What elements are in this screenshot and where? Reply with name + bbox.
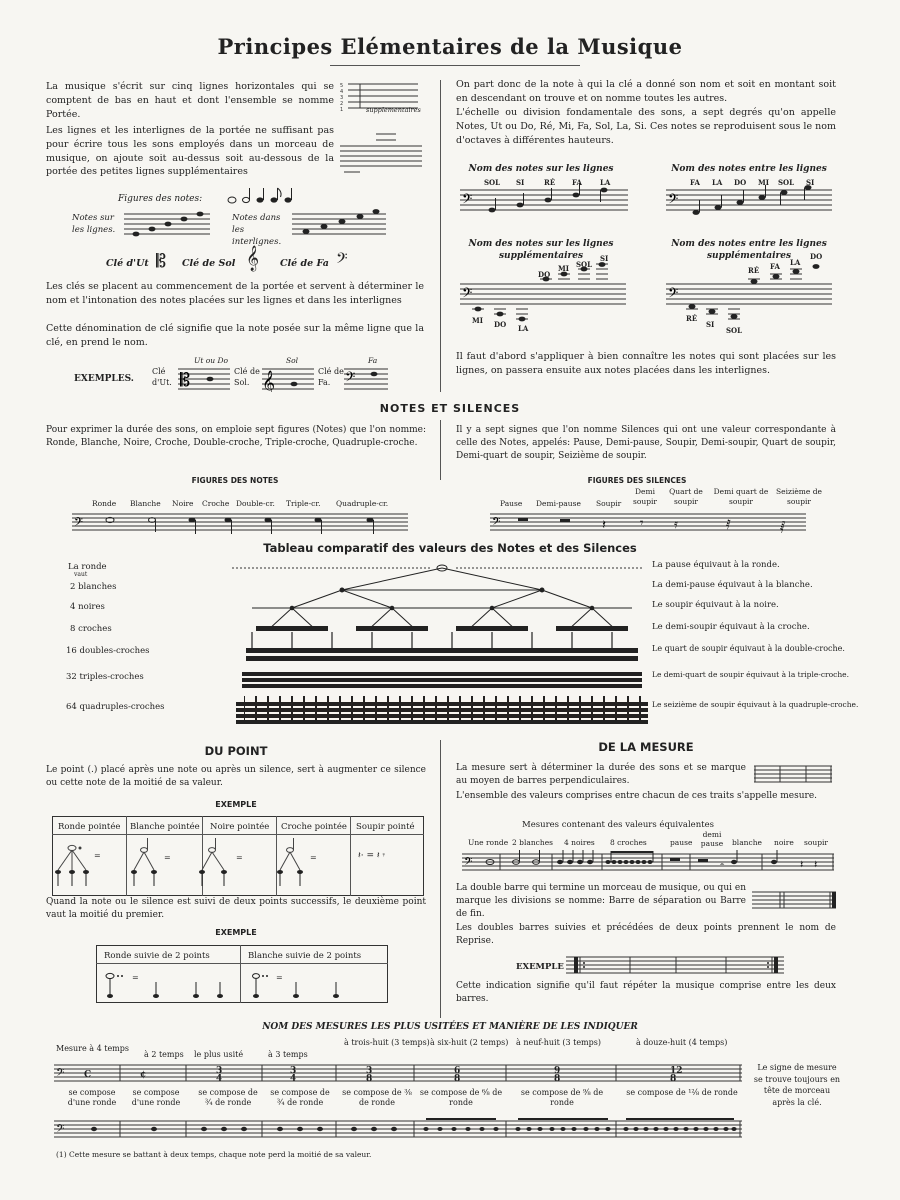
mesure-compose-label: se compose de ¾ de ronde — [198, 1088, 258, 1107]
figures-silences-heading: FIGURES DES SILENCES — [587, 476, 687, 485]
tableau-row-label: 32 triples-croches — [66, 672, 144, 682]
mesure-type-label: à trois-huit (3 temps) — [344, 1038, 430, 1047]
svg-text:𝄽: 𝄽 — [814, 858, 818, 871]
right-paragraph-2: L'échelle ou division fondamentale des sons, a sept degrés qu'on appelle Notes, Ut ou Do, Ré, Mi, Fa, Sol, La, Si. Ces notes se reproduisent sous le nom d'octaves à différentes hauteurs. — [456, 107, 836, 146]
note-figure-name: Quadruple-cr. — [336, 499, 389, 508]
note-name: LA — [600, 178, 611, 187]
notes-lines-staff — [124, 208, 210, 242]
mesure-compose-label: se compose d'une ronde — [131, 1088, 181, 1107]
mesure-types-row — [56, 1038, 746, 1064]
heading-ledger-spaces: Nom des notes entre les lignes supplémentaires — [671, 239, 827, 261]
mesure-valeurs-names — [468, 830, 836, 850]
point-table-header-rule — [52, 834, 424, 835]
tableau-row-labels — [66, 560, 250, 720]
silence-figure-name: Seizième de soupir — [776, 487, 822, 506]
names-spaces — [666, 178, 836, 188]
note-figures-icons — [226, 186, 306, 210]
point-col-header: Ronde pointée — [58, 822, 121, 832]
svg-text:𝄽: 𝄽 — [800, 858, 804, 871]
tableau-row-label: 16 doubles-croches — [66, 646, 150, 656]
names-ledger-lines — [460, 254, 630, 338]
mesure-valeur-name: pause — [670, 838, 693, 847]
point-col-header: Blanche pointée — [130, 822, 200, 832]
staff-label: supplementaires — [366, 106, 421, 114]
names-lines — [460, 178, 630, 188]
mesure-valeur-name: demi pause — [700, 830, 724, 848]
tableau-equivalence: La demi-pause équivaut à la blanche. — [652, 580, 813, 590]
tableau-stems — [244, 690, 650, 724]
note-name: SOL — [726, 326, 743, 335]
mesure-compose-label: se compose de ⅜ de ronde — [342, 1088, 412, 1107]
cle-fa-label: Clé de Fa — [280, 258, 329, 269]
svg-text:=: = — [94, 851, 101, 860]
note-name: DO — [538, 270, 551, 279]
figures-notes-heading: FIGURES DES NOTES — [191, 476, 279, 485]
svg-text:¢: ¢ — [140, 1070, 147, 1080]
example-ut-label: Clé d'Ut. — [152, 367, 172, 387]
notes-spaces-staff — [292, 208, 386, 242]
svg-text:𝄢: 𝄢 — [668, 285, 679, 304]
svg-text:5: 5 — [340, 83, 344, 89]
tableau-equivalence: Le demi-quart de soupir équivaut à la triple-croche. — [652, 670, 849, 679]
mesure-valeur-name: noire — [774, 838, 794, 847]
double-barline-example — [752, 890, 838, 916]
tableau-row-label: 64 quadruples-croches — [66, 702, 165, 712]
svg-text:3: 3 — [216, 1066, 223, 1076]
intro-paragraph-4: Cette dénomination de clé signifie que la note posée sur la même ligne que la clé, en prend le nom. — [46, 323, 424, 348]
mesure-valeur-name: blanche — [732, 838, 762, 847]
heading-ledger-lines: Nom des notes sur les lignes supplémentaires — [468, 239, 614, 261]
svg-text:=: = — [164, 853, 171, 862]
mesure-valeur-name: 4 noires — [564, 838, 595, 847]
tableau-row-label: 2 blanches — [70, 582, 117, 592]
svg-text:𝄢: 𝄢 — [462, 285, 473, 304]
svg-text:𝄞: 𝄞 — [262, 371, 276, 392]
note-name: FA — [690, 178, 700, 187]
svg-text:4: 4 — [340, 89, 344, 95]
mesures-staff-1 — [54, 1062, 744, 1090]
example-fa-staff — [344, 366, 388, 394]
svg-text:𝄢: 𝄢 — [464, 856, 473, 871]
note-name: FA — [770, 262, 780, 271]
mesure-side-note: Le signe de mesure se trouve toujours en tête de morceau après la clé. — [753, 1063, 841, 1107]
tableau-equivalence: Le soupir équivaut à la noire. — [652, 600, 779, 610]
note-name: SOL — [484, 178, 501, 187]
note-figure-name: Triple-cr. — [286, 499, 321, 508]
column-divider-bottom — [440, 740, 441, 1018]
svg-text:8: 8 — [366, 1074, 373, 1084]
example-sol-label: Clé de Sol. — [234, 367, 260, 387]
intro-paragraph-2: Les lignes et les interlignes de la portée ne suffisant pas pour écrire tous les sons employés dans un morceau de musique, on ajoute soit au-dessus soit au-dessous de la portée des petites lignes supplémentaires — [46, 125, 334, 178]
mesure-valeurs-staff — [462, 850, 836, 882]
silence-figure-name: Demi-pause — [536, 499, 581, 508]
point-col-header: Soupir pointé — [356, 822, 415, 832]
point-col-header: Noire pointée — [210, 822, 270, 832]
note-name: SOL — [778, 178, 795, 187]
mesure-paragraph-3: La double barre qui termine un morceau de musique, ou qui en marque les divisions se nomme: Barre de séparation ou Barre de fin. — [456, 883, 746, 919]
note-name: RÉ — [748, 266, 760, 275]
column-divider-mid — [440, 420, 441, 480]
note-name: LA — [790, 258, 801, 267]
double-point-col-header: Blanche suivie de 2 points — [248, 951, 362, 961]
mesures-usitees-heading: NOM DES MESURES LES PLUS USITÉES ET MANIÈRE DE LES INDIQUER — [262, 1022, 638, 1032]
right-paragraph-1: On part donc de la note à qui la clé a donné son nom et soit en montant soit en descendant on trouve et on nomme toutes les autres. — [456, 79, 836, 104]
staff-example — [338, 80, 420, 124]
note-name: MI — [558, 264, 570, 273]
note-figure-name: Blanche — [130, 499, 161, 508]
point-paragraph-2: Quand la note ou le silence est suivi de deux points successifs, le deuxième point vaut la moitié du premier. — [46, 897, 426, 920]
note-name: RÉ — [544, 178, 556, 187]
svg-text:𝄢: 𝄢 — [492, 516, 501, 531]
note-name: SI — [706, 320, 715, 329]
svg-text:3: 3 — [290, 1066, 297, 1076]
svg-text:=: = — [236, 853, 243, 862]
figures-label: Figures des notes: — [118, 194, 203, 204]
mesures-staff-2 — [54, 1116, 744, 1146]
tableau-equivalence: Le seizième de soupir équivaut à la quadruple-croche. — [652, 700, 859, 709]
note-name: MI — [472, 316, 484, 325]
tableau-vaut: vaut — [74, 571, 88, 578]
mesure-valeurs-label: Mesures contenant des valeurs équivalentes — [522, 820, 714, 830]
svg-text:𝄼: 𝄼 — [720, 858, 725, 871]
mesure-paragraph-5: Cette indication signifie qu'il faut répéter la musique comprise entre les deux barres. — [456, 981, 836, 1004]
ut-clef-icon: 𝄡 — [156, 251, 167, 272]
mesure-type-label: à neuf-huit (3 temps) — [516, 1038, 601, 1047]
mesure-valeur-name: Une ronde — [468, 838, 509, 847]
svg-text:𝄢: 𝄢 — [462, 191, 473, 210]
svg-text:4: 4 — [216, 1074, 223, 1084]
svg-text:12: 12 — [670, 1066, 683, 1076]
mesure-type-label: à six-huit (2 temps) — [430, 1038, 509, 1047]
svg-text:𝄿: 𝄿 — [674, 517, 678, 532]
note-figure-name: Croche — [202, 499, 230, 508]
mesure-paragraph-2: L'ensemble des valeurs comprises entre chacun de ces traits s'appelle mesure. — [456, 791, 818, 801]
notes-lines-label: Notes sur les lignes. — [72, 213, 116, 235]
svg-text:1: 1 — [340, 107, 344, 113]
note-name: LA — [518, 324, 529, 333]
note-name: FA — [572, 178, 582, 187]
barlines-example — [754, 764, 834, 790]
mesure-paragraph-1: La mesure sert à déterminer la durée des sons et se marque au moyen de barres perpendiculaires. — [456, 763, 746, 786]
intro-paragraph-3: Les clés se placent au commencement de la portée et servent à déterminer le nom et l'intonation des notes placées sur les lignes et dans les interlignes — [46, 281, 424, 306]
svg-text:𝄽: 𝄽 — [602, 518, 606, 533]
mesure-compose-row — [58, 1088, 748, 1114]
svg-text:𝄢: 𝄢 — [668, 191, 679, 210]
point-exemple2-label: EXEMPLE — [215, 928, 257, 937]
point-col-header: Croche pointée — [281, 822, 347, 832]
tableau-row-label: 8 croches — [70, 624, 112, 634]
example-ut-staff — [178, 366, 230, 394]
tableau-equivalence: La pause équivaut à la ronde. — [652, 560, 780, 570]
double-point-notation — [96, 964, 388, 1004]
note-name: DO — [494, 320, 507, 329]
silence-figure-name: Soupir — [596, 499, 622, 508]
reprise-example — [566, 954, 786, 982]
svg-text:3: 3 — [366, 1066, 373, 1076]
right-paragraph-3: Il faut d'abord s'appliquer à bien connaître les notes qui sont placées sur les lignes, on passera ensuite aux notes placées dans les interlignes. — [456, 351, 836, 376]
mesure-valeur-name: soupir — [804, 838, 828, 847]
svg-text:2: 2 — [340, 101, 344, 107]
footnote: (1) Cette mesure se battant à deux temps, chaque note perd la moitié de sa valeur. — [56, 1150, 372, 1159]
mesure-exemple-label: EXEMPLE — [516, 962, 564, 972]
de-la-mesure-heading: DE LA MESURE — [598, 740, 694, 754]
mesure-type-label: à 2 temps — [144, 1050, 184, 1059]
mesure-valeur-name: 2 blanches — [512, 838, 553, 847]
note-name: DO — [734, 178, 747, 187]
silence-figure-name: Demi quart de soupir — [713, 487, 769, 506]
mesure-compose-label: se compose d'une ronde — [67, 1088, 117, 1107]
notes-spaces-label: Notes dans les interlignes. — [232, 213, 282, 247]
cle-ut-label: Clé d'Ut — [106, 258, 149, 269]
point-example-notation — [52, 836, 424, 894]
exemples-label: EXEMPLES. — [74, 374, 134, 384]
example-sol-staff — [262, 366, 314, 396]
svg-text:9: 9 — [554, 1066, 561, 1076]
tableau-heading: Tableau comparatif des valeurs des Notes et des Silences — [263, 541, 637, 555]
svg-text:3: 3 — [340, 95, 344, 101]
note-name: MI — [758, 178, 770, 187]
double-point-col-header: Ronde suivie de 2 points — [104, 951, 210, 961]
svg-text:𝄢: 𝄢 — [345, 369, 356, 388]
note-name: DO — [810, 252, 823, 261]
note-name: RÉ — [686, 314, 698, 323]
names-ledger-spaces — [666, 252, 836, 338]
svg-text:𝄽· = 𝄽 𝄾: 𝄽· = 𝄽 𝄾 — [358, 851, 385, 861]
example-sol-note: Sol — [286, 356, 299, 365]
note-name: SI — [516, 178, 525, 187]
svg-text:𝅀: 𝅀 — [726, 518, 731, 533]
notes-paragraph: Pour exprimer la durée des sons, on emploie sept figures (Notes) que l'on nomme: Ronde, Blanche, Noire, Croche, Double-croche, Triple-croche, Quadruple-croche. — [46, 425, 426, 448]
svg-text:=: = — [276, 973, 283, 982]
note-figure-name: Noire — [172, 499, 194, 508]
heading-spaces: Nom des notes entre les lignes — [671, 164, 827, 174]
silence-figures-staff — [490, 510, 810, 538]
svg-text:C: C — [84, 1070, 92, 1080]
ledger-lines-example — [336, 130, 426, 182]
mesure-type-label: à douze-huit (4 temps) — [636, 1038, 728, 1047]
tableau-right-labels — [652, 558, 859, 728]
mesure-type-label: Mesure à 4 temps — [56, 1044, 129, 1053]
fa-clef-icon: 𝄢 — [336, 250, 348, 271]
svg-text:𝄾: 𝄾 — [640, 516, 644, 531]
point-exemple-label: EXEMPLE — [215, 800, 257, 809]
tableau-equivalence: Le demi-soupir équivaut à la croche. — [652, 622, 810, 632]
page-title: Principes Elémentaires de la Musique — [217, 34, 683, 59]
mesure-compose-label: se compose de ¾ de ronde — [270, 1088, 330, 1107]
svg-text:8: 8 — [454, 1074, 461, 1084]
tableau-row-label: La ronde — [68, 562, 107, 572]
note-figure-name: Double-cr. — [236, 499, 275, 508]
note-name: SOL — [576, 260, 593, 269]
svg-text:𝄢: 𝄢 — [56, 1123, 65, 1138]
du-point-heading: DU POINT — [204, 744, 268, 758]
title-underline — [330, 65, 580, 66]
svg-text:𝄢: 𝄢 — [56, 1067, 65, 1082]
example-ut-note: Ut ou Do — [194, 356, 228, 365]
heading-lines: Nom des notes sur les lignes — [468, 164, 614, 174]
notes-silences-heading: NOTES ET SILENCES — [379, 402, 521, 415]
svg-text:6: 6 — [454, 1066, 461, 1076]
silence-figure-name: Quart de soupir — [669, 487, 703, 506]
note-name: SI — [806, 178, 815, 187]
svg-text:=: = — [310, 853, 317, 862]
mesure-compose-label: se compose de ⁶⁄₈ de ronde — [419, 1088, 503, 1107]
svg-text:8: 8 — [670, 1074, 677, 1084]
mesure-paragraph-4: Les doubles barres suivies et précédées de deux points prennent le nom de Reprise. — [456, 923, 836, 946]
example-fa-label: Clé de Fa. — [318, 367, 344, 387]
svg-text:𝄢: 𝄢 — [74, 516, 84, 532]
silence-figure-name: Pause — [500, 499, 523, 508]
svg-text:=: = — [132, 973, 139, 982]
note-name: SI — [600, 254, 609, 263]
svg-text:𝄡: 𝄡 — [180, 370, 191, 390]
tableau-row-label: 4 noires — [70, 602, 105, 612]
silence-figure-name: Demi soupir — [633, 487, 657, 506]
mesure-compose-label: se compose de ⁹⁄₈ de ronde — [520, 1088, 604, 1107]
mesure-type-label: le plus usité — [194, 1050, 244, 1059]
sol-clef-icon: 𝄞 — [246, 246, 260, 271]
note-figure-name: Ronde — [92, 499, 117, 508]
cle-sol-label: Clé de Sol — [182, 258, 236, 269]
note-name: LA — [712, 178, 723, 187]
column-divider-top — [440, 80, 441, 392]
intro-paragraph-1: La musique s'écrit sur cinq lignes horizontales qui se comptent de bas en haut et dont l'ensemble se nomme Portée. — [46, 81, 334, 120]
mesure-type-label: à 3 temps — [268, 1050, 308, 1059]
note-figures-staff — [72, 508, 412, 542]
svg-text:8: 8 — [554, 1074, 561, 1084]
silences-paragraph: Il y a sept signes que l'on nomme Silences qui ont une valeur correspondante à celle des Notes, appelés: Pause, Demi-pause, Soupir, Demi-soupir, Quart de soupir, Demi-quart de soupir, Seizième de soupir. — [456, 425, 836, 461]
mesure-compose-label: se compose de ¹²⁄₈ de ronde — [626, 1088, 738, 1097]
svg-text:𝅁: 𝅁 — [780, 519, 786, 534]
example-fa-note: Fa — [368, 356, 378, 365]
point-paragraph-1: Le point (.) placé après une note ou après un silence, sert à augmenter ce silence ou cette note de la moitié de sa valeur. — [46, 765, 426, 788]
mesure-valeur-name: 8 croches — [610, 838, 647, 847]
svg-text:4: 4 — [290, 1074, 297, 1084]
tableau-equivalence: Le quart de soupir équivaut à la double-croche. — [652, 644, 845, 653]
